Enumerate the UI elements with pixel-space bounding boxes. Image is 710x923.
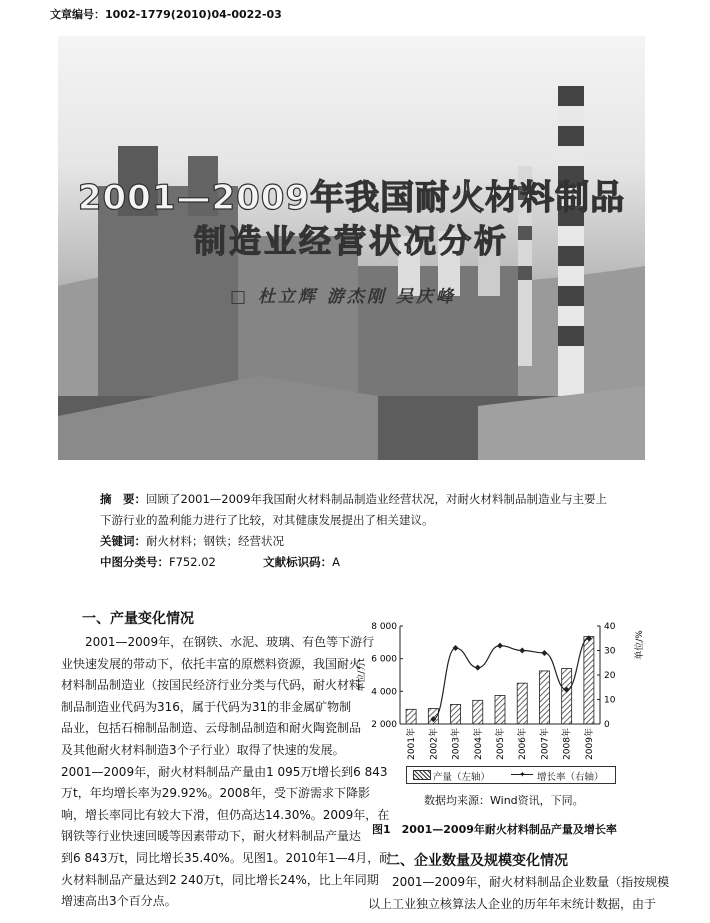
keywords-line <box>100 531 660 552</box>
title-line-1: 2001—2009年我国耐火材料制品 <box>77 178 626 218</box>
classification-line <box>100 552 660 573</box>
x-tick-label: 2006年 <box>518 728 529 760</box>
section1-heading: 一、产量变化情况 <box>82 611 194 627</box>
abstract-label: 摘 要： <box>100 492 146 506</box>
section1-body-line: 制品制造业代码为316，属于代码为31的非金属矿物制 <box>61 699 352 714</box>
bar <box>451 704 461 724</box>
x-tick-label: 2009年 <box>584 728 595 760</box>
right-tick-label: 0 <box>604 720 610 730</box>
section2-heading: 二、企业数量及规模变化情况 <box>386 853 568 869</box>
right-tick-label: 10 <box>604 695 616 706</box>
figure-caption: 图1 2001—2009年耐火材料制品产量及增长率 <box>372 823 617 836</box>
growth-point <box>475 665 481 671</box>
production-chart <box>352 612 652 790</box>
left-tick-label: 4 000 <box>371 687 397 698</box>
clc-code: F752.02 <box>169 555 216 569</box>
section1-body-line: 钢铁等行业快速回暖等因素带动下，耐火材料制品产量达 <box>61 829 362 844</box>
section2-body-line: 以上工业独立核算法人企业的历年年末统计数据，由于 <box>368 896 657 911</box>
right-tick-label: 40 <box>604 622 616 632</box>
bar <box>406 709 416 724</box>
bar <box>539 671 549 724</box>
section1-body-line: 业快速发展的带动下，依托丰富的原燃料资源，我国耐火 <box>61 656 362 671</box>
x-tick-label: 2002年 <box>429 728 440 760</box>
x-tick-label: 2005年 <box>496 728 506 760</box>
left-tick-label: 2 000 <box>371 720 397 730</box>
growth-point <box>541 650 547 656</box>
bar <box>473 700 483 724</box>
banner-photo <box>58 36 645 460</box>
section1-body-line: 响，增长率同比有较大下滑，但仍高达14.30%。2009年，在 <box>61 807 390 822</box>
x-tick-label: 2001年 <box>407 728 418 760</box>
section1-body-line: 万t，年均增长率为29.92%。2008年，受下游需求下降影 <box>61 786 371 801</box>
section1-body-line: 2001—2009年，耐火材料制品产量由1 095万t增长到6 843 <box>61 764 388 779</box>
right-axis-label: 单位/% <box>635 630 645 660</box>
section2-body-line: 2001—2009年，耐火材料制品企业数量（指按规模 <box>392 875 670 889</box>
line-legend-marker: ✦ <box>519 770 526 779</box>
authors: □ 杜立辉 游杰刚 吴庆峰 <box>230 287 456 307</box>
left-axis-label: 单位/万t <box>357 658 367 692</box>
keywords-label: 关键词： <box>100 534 146 548</box>
section1-body-line: 2001—2009年，在钢铁、水泥、玻璃、有色等下游行 <box>85 635 375 649</box>
abstract-text-1: 回顾了2001—2009年我国耐火材料制品制造业经营状况，对耐火材料制品制造业与主要上 <box>146 492 608 506</box>
right-tick-label: 30 <box>604 646 616 657</box>
chart-legend <box>406 766 616 784</box>
left-tick-label: 8 000 <box>371 622 397 632</box>
line-legend-label: 增长率（右轴） <box>537 772 604 783</box>
section1-body-line: 到6 843万t，同比增长35.40%。见图1。2010年1—4月，耐 <box>61 850 392 865</box>
x-tick-label: 2008年 <box>562 728 573 760</box>
abstract-line-2: 下游行业的盈利能力进行了比较，对其健康发展提出了相关建议。 <box>100 513 434 527</box>
abstract-block <box>100 489 660 573</box>
bar-legend-label: 产量（左轴） <box>433 772 491 783</box>
bar <box>517 683 527 724</box>
section1-body-line: 品业，包括石棉制品制造、云母制品制造和耐火陶瓷制品 <box>61 721 362 736</box>
clc-label: 中图分类号： <box>100 555 169 569</box>
doc-code-label: 文献标识码： <box>263 555 333 569</box>
bar <box>584 637 594 724</box>
title-line-2: 制造业经营状况分析 <box>193 222 509 260</box>
section2-body <box>368 872 668 915</box>
bar <box>562 668 572 724</box>
abstract-line-1 <box>100 489 660 510</box>
section1-body-line: 材料制品制造业（按国民经济行业分类与代码，耐火材料 <box>61 678 362 693</box>
growth-point <box>519 648 525 654</box>
left-tick-label: 6 000 <box>371 654 397 665</box>
section1-body-line: 火材料制品产量达到2 240万t，同比增长24%，比上年同期 <box>61 872 379 887</box>
section1-body-line: 及其他耐火材料制造3个子行业）取得了快速的发展。 <box>61 742 345 757</box>
growth-point <box>497 643 503 649</box>
bar <box>495 695 505 724</box>
x-tick-label: 2007年 <box>540 728 551 760</box>
x-tick-label: 2003年 <box>451 728 462 760</box>
section1-body-line: 增速高出3个百分点。 <box>61 894 177 909</box>
x-tick-label: 2004年 <box>473 728 484 760</box>
figure-source: 数据均来源：Wind资讯，下同。 <box>424 794 584 807</box>
growth-point <box>453 645 459 651</box>
article-code: 文章编号：1002-1779(2010)04-0022-03 <box>50 8 282 21</box>
keywords: 耐火材料；钢铁；经营状况 <box>146 534 284 548</box>
bar-legend-swatch <box>413 770 431 780</box>
doc-code: A <box>332 555 341 569</box>
right-tick-label: 20 <box>604 671 616 681</box>
